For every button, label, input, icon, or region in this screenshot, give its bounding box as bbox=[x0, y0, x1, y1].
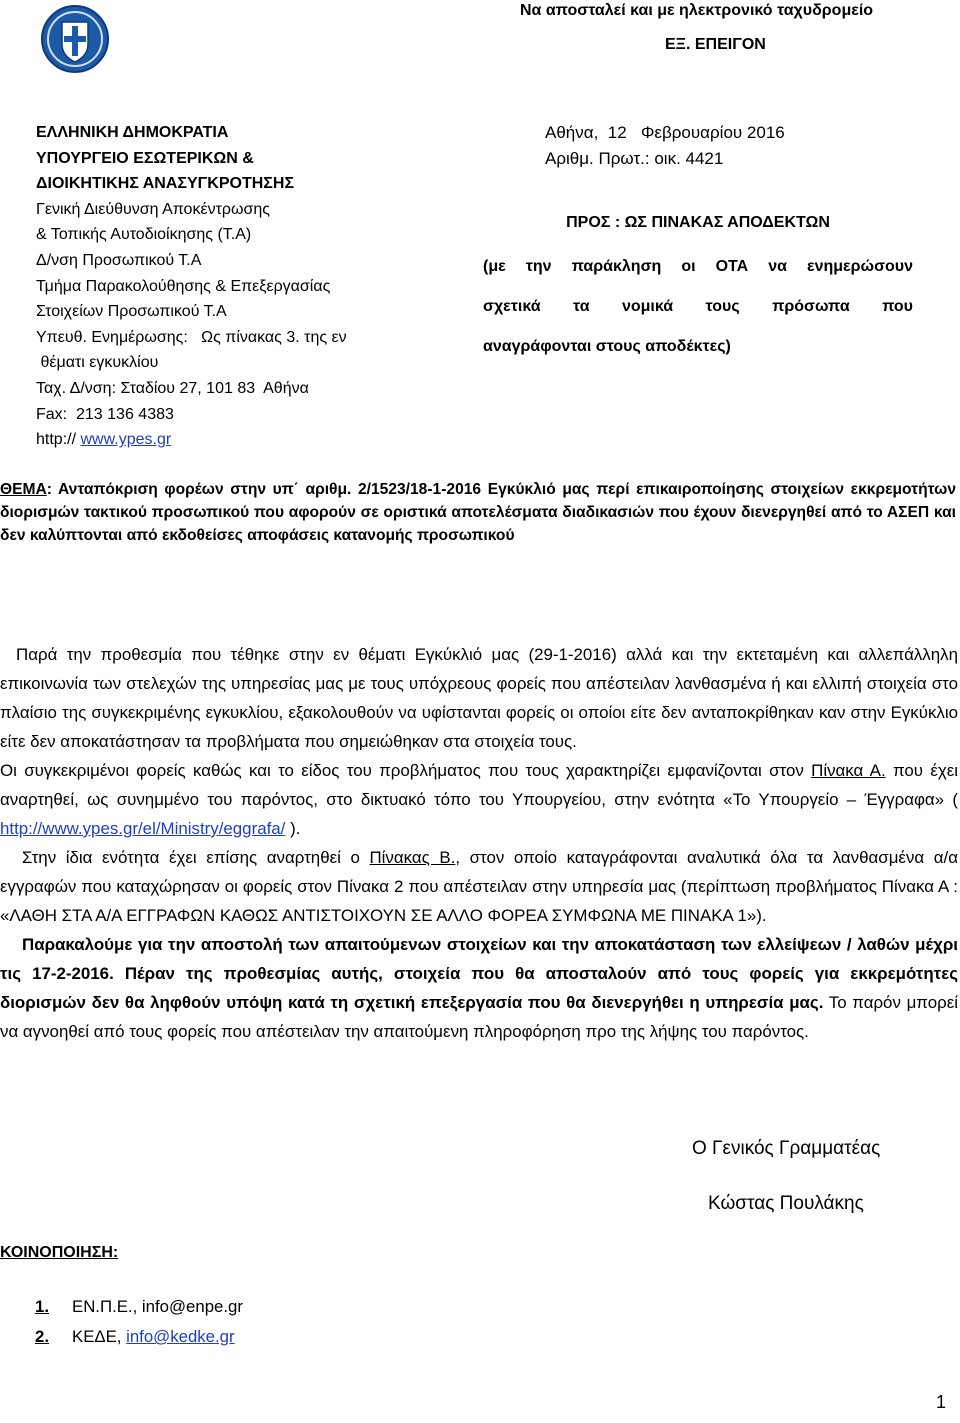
sender-line: Υπευθ. Ενημέρωσης: Ως πίνακας 3. της εν bbox=[36, 328, 347, 346]
email-notice: Να αποσταλεί και με ηλεκτρονικό ταχυδρομείο bbox=[520, 2, 874, 19]
paragraph-2 bbox=[0, 756, 958, 843]
p2-text: ). bbox=[285, 819, 301, 838]
web-prefix: http:// bbox=[36, 431, 81, 449]
page-number: 1 bbox=[935, 1392, 946, 1412]
sender-line: & Τοπικής Αυτοδιοίκησης (Τ.Α) bbox=[36, 226, 252, 244]
sender-line: Δ/νση Προσωπικού Τ.Α bbox=[36, 251, 202, 269]
sender-line: θέματι εγκυκλίου bbox=[36, 354, 159, 372]
sender-line: Στοιχείων Προσωπικού Τ.Α bbox=[36, 303, 227, 321]
recipients-note: (με την παράκληση οι ΟΤΑ να ενημερώσουν bbox=[483, 258, 913, 275]
recipients-block bbox=[483, 211, 913, 367]
kedke-email-link[interactable]: info@kedke.gr bbox=[126, 1327, 235, 1346]
subject-label: ΘΕΜΑ bbox=[0, 481, 47, 498]
sender-line: ΔΙΟΙΚΗΤΙΚΗΣ ΑΝΑΣΥΓΚΡΟΤΗΣΗΣ bbox=[36, 175, 295, 193]
sender-line: ΕΛΛΗΝΙΚΗ ΔΗΜΟΚΡΑΤΙΑ bbox=[36, 124, 229, 141]
deadline-text: Παρακαλούμε για την αποστολή των απαιτούμενων στοιχείων και την αποκατάσταση των ελλείψεων / λαθών μέχρι τις 17-2-2016. Πέραν της προθεσμίας αυτής, στοιχεία που θα αποσταλούν από τους φορείς για εκκρεμότητες διορισμών δεν θα ληφθούν υπόψη κατά τη σχετική επεξεργασία που θα διενεργήθει η υπηρεσία μας. bbox=[0, 935, 958, 1012]
table-a-reference: Πίνακα Α. bbox=[811, 761, 886, 780]
p3-text: , στον οποίο καταγράφονται αναλυτικά όλα τα λανθασμένα α/α εγγραφών που καταχώρησαν οι φορείς στον Πίνακα 2 που απέστειλαν στην υπηρεσία μας (περίπτωση προβλήματος Πίνακα Α : «ΛΑΘΗ ΣΤΑ Α/Α ΕΓΓΡΑΦΩΝ ΚΑΘΩΣ ΑΝΤΙΣΤΟΙΧΟΥΝ ΣΕ ΑΛΛΟ ΦΟΡΕΑ ΣΥΜΦΩΝΑ ΜΕ ΠΙΝΑΚΑ 1»). bbox=[0, 848, 958, 925]
letter-body bbox=[0, 640, 958, 1046]
list-item bbox=[35, 1322, 243, 1352]
table-b-reference: Πίνακας Β. bbox=[369, 848, 456, 867]
paragraph-1: Παρά την προθεσμία που τέθηκε στην εν θέματι Εγκύκλιό μας (29-1-2016) αλλά και την εκτεταμένη και αλλεπάλληλη επικοινωνία των στελεχών της υπηρεσίας μας με τους υπόχρεους φορείς που απέστειλαν λανθασμένα ή και ελλιπή στοιχεία στο πλαίσιο της συγκεκριμένης εγκυκλίου, εξακολουθούν να υφίστανται φορείς οι οποίοι είτε δεν ανταποκρίθηκαν καν στην Εγκύκλιο είτε δεν αποκατάστησαν τα προβλήματα που σημειώθηκαν στα στοιχεία τους. bbox=[0, 645, 958, 751]
distribution-label: ΚΟΙΝΟΠΟΙΗΣΗ: bbox=[0, 1244, 119, 1261]
signatory-name: Κώστας Πουλάκης bbox=[708, 1193, 864, 1214]
website-link[interactable]: www.ypes.gr bbox=[80, 431, 172, 449]
eggrafa-link[interactable]: http://www.ypes.gr/el/Ministry/eggrafa/ bbox=[0, 819, 286, 838]
paragraph-4 bbox=[0, 930, 958, 1046]
p2-text: Οι συγκεκριμένοι φορείς καθώς και το είδος του προβλήματος που τους χαρακτηρίζει εμφανίζονται στον bbox=[0, 761, 812, 780]
urgent-notice: ΕΞ. ΕΠΕΙΓΟΝ bbox=[665, 36, 766, 53]
p2-text: που έχει αναρτηθεί, ως συνημμένο του παρόντος, στο δικτυακό τόπο του Υπουργείου, στην ενότητα «Το Υπουργείο – Έγγραφα» ( bbox=[0, 761, 959, 809]
recipients-note: σχετικά τα νομικά τους πρόσωπα που bbox=[483, 298, 913, 315]
sender-line: Γενική Διεύθυνση Αποκέντρωσης bbox=[36, 200, 270, 218]
protocol-number: Αριθμ. Πρωτ.: οικ. 4421 bbox=[545, 148, 724, 168]
list-item bbox=[35, 1292, 243, 1322]
recipients-note: αναγράφονται στους αποδέκτες) bbox=[483, 338, 731, 355]
subject bbox=[0, 478, 956, 548]
p4-text: Το παρόν μπορεί να αγνοηθεί από τους φορείς που απέστειλαν την απαιτούμενη πληροφόρηση προ της λήψης του παρόντος. bbox=[0, 993, 958, 1041]
greek-coat-of-arms-icon bbox=[40, 4, 110, 74]
paragraph-3 bbox=[0, 843, 958, 930]
sender-line: Fax: 213 136 4383 bbox=[36, 405, 174, 423]
document-meta bbox=[545, 120, 945, 171]
signatory-title: Ο Γενικός Γραμματέας bbox=[692, 1138, 881, 1159]
recipients-title: ΠΡΟΣ : ΩΣ ΠΙΝΑΚΑΣ ΑΠΟΔΕΚΤΩΝ bbox=[566, 214, 830, 231]
item-number: 1. bbox=[35, 1297, 49, 1316]
sender-line: ΥΠΟΥΡΓΕΙΟ ΕΣΩΤΕΡΙΚΩΝ & bbox=[36, 149, 254, 167]
sender-line: Ταχ. Δ/νση: Σταδίου 27, 101 83 Αθήνα bbox=[36, 379, 309, 397]
p3-text: Στην ίδια ενότητα έχει επίσης αναρτηθεί ο bbox=[22, 848, 370, 867]
sender-web bbox=[36, 427, 456, 453]
item-org: ΚΕΔΕ, bbox=[72, 1327, 127, 1346]
sender-block bbox=[36, 120, 456, 453]
item-number: 2. bbox=[35, 1327, 49, 1346]
document-date: Αθήνα, 12 Φεβρουαρίου 2016 bbox=[545, 123, 785, 142]
distribution-list bbox=[35, 1292, 243, 1352]
sender-line: Τμήμα Παρακολούθησης & Επεξεργασίας bbox=[36, 277, 331, 295]
subject-text: : Ανταπόκριση φορέων στην υπ΄ αριθμ. 2/1523/18-1-2016 Εγκύκλιό μας περί επικαιροποίησης στοιχείων εκκρεμοτήτων διορισμών τακτικού προσωπικού που αφορούν σε οριστικά αποτελέσματα διαδικασιών που έχουν διενεργηθεί από το ΑΣΕΠ και δεν καλύπτονται από εκδοθείσες αποφάσεις κατανομής προσωπικού bbox=[0, 481, 956, 545]
item-text: ΕΝ.Π.Ε., info@enpe.gr bbox=[72, 1297, 243, 1316]
